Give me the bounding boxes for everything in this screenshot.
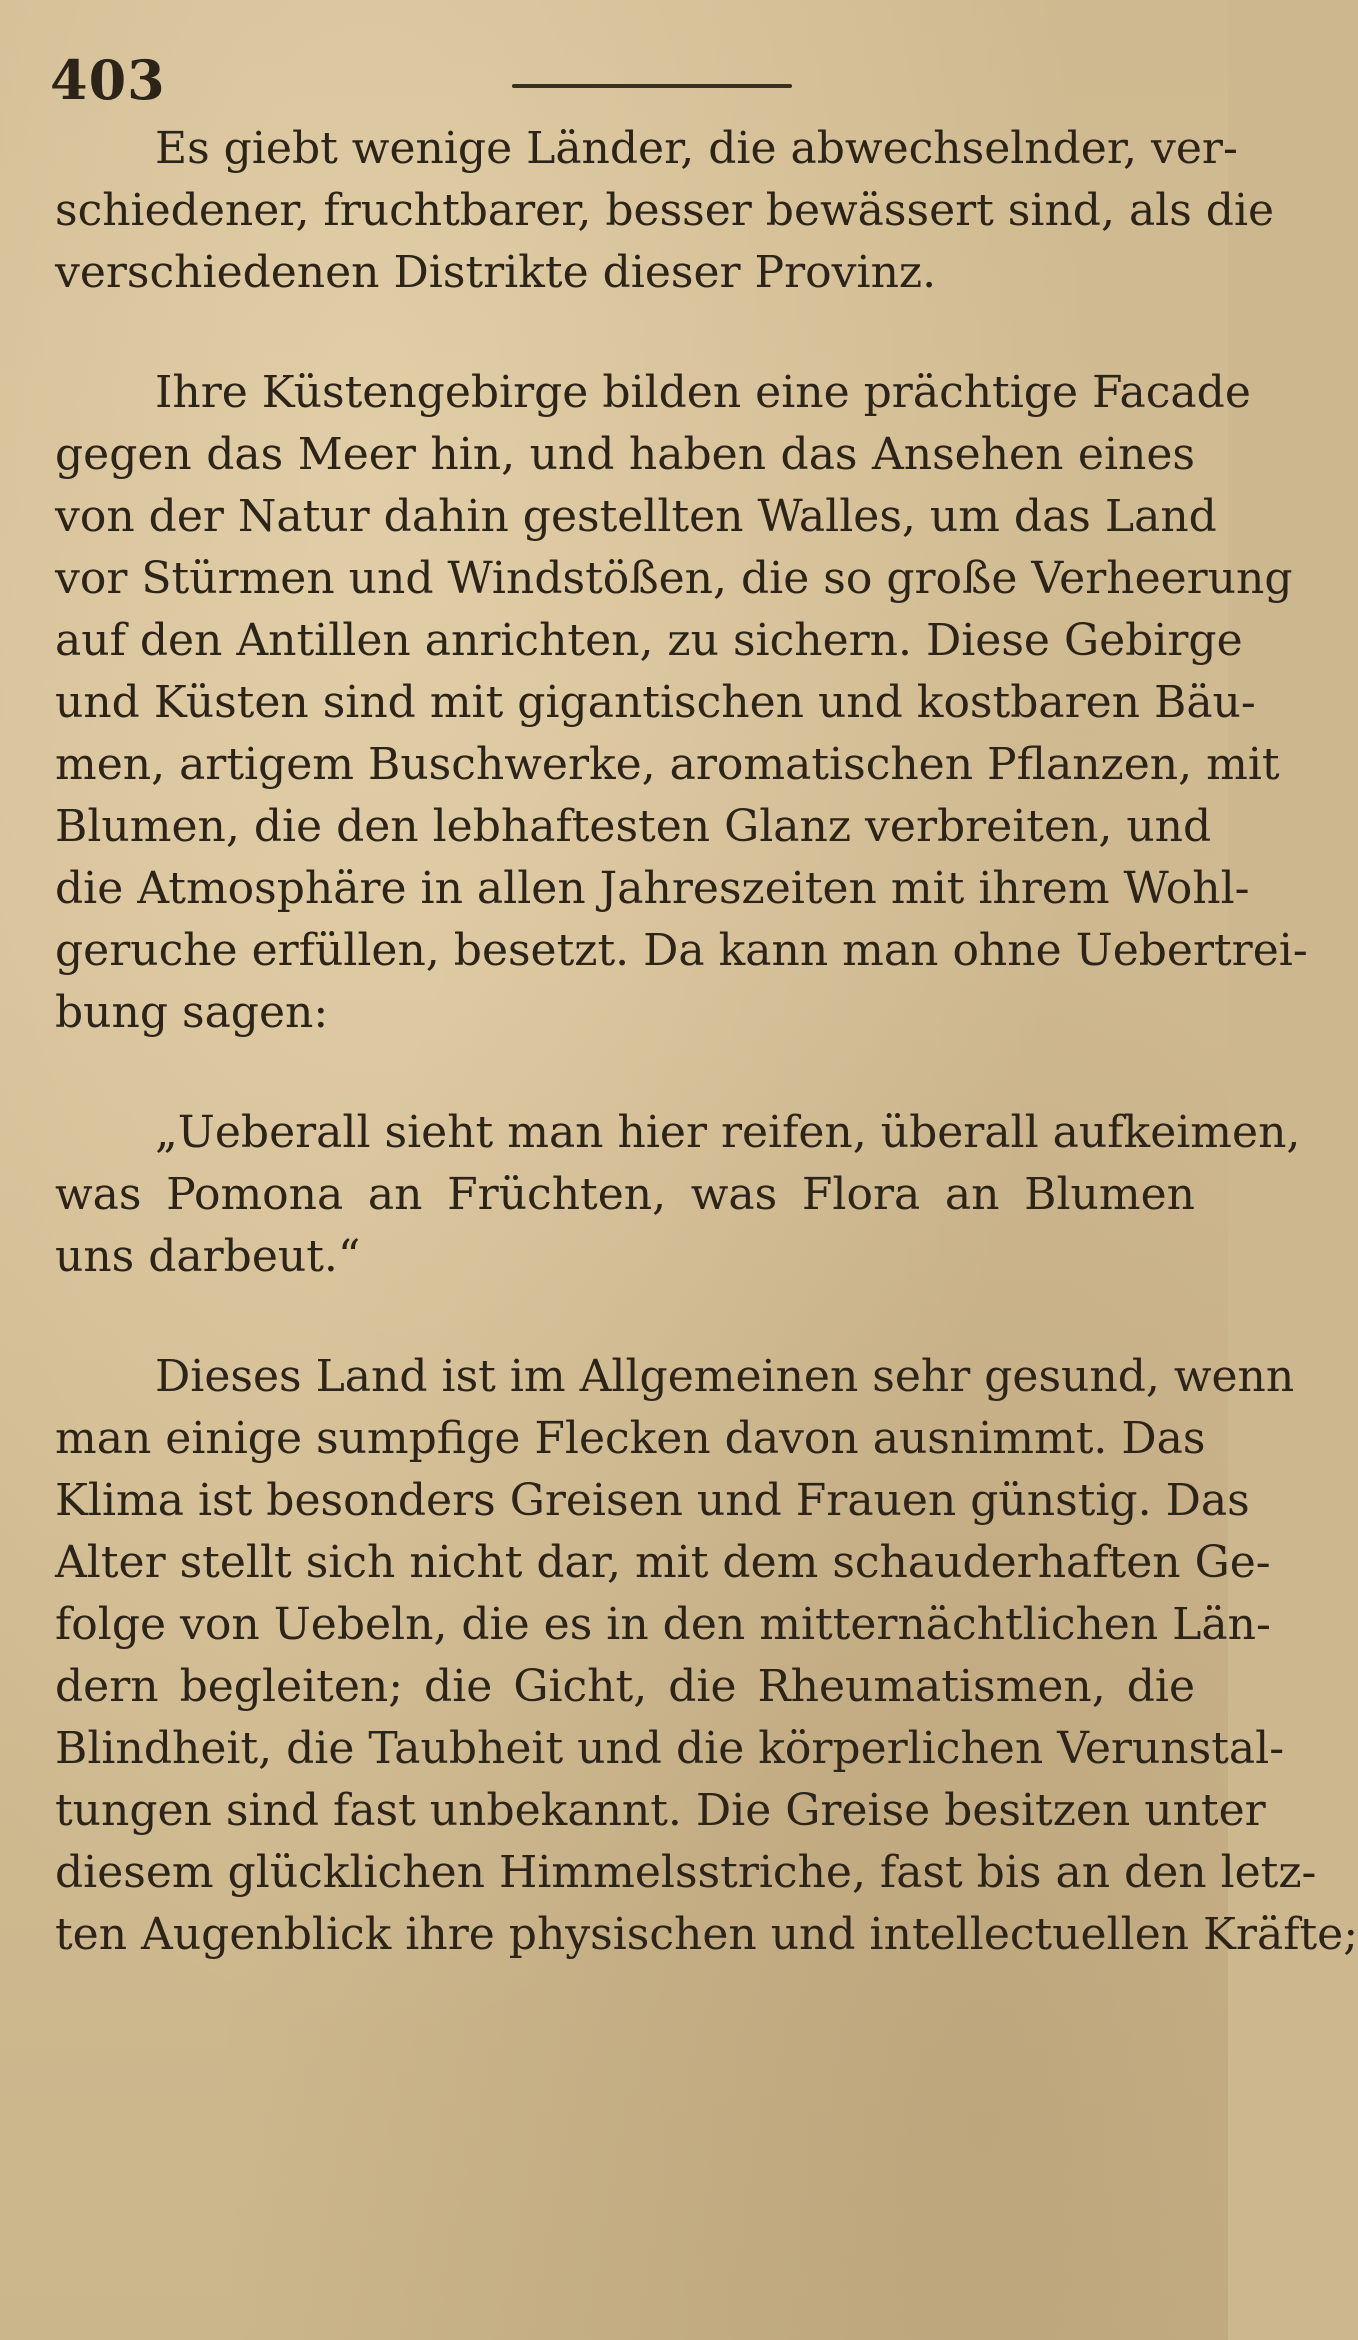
text-line: vor Stürmen und Windstößen, die so große Verheerung [55, 553, 1293, 604]
text-line: geruche erfüllen, besetzt. Da kann man ohne Uebertrei- [55, 925, 1308, 976]
paragraph-4 [55, 1346, 1358, 1966]
text-line: men, artigem Buschwerke, aromatischen Pflanzen, mit [55, 739, 1280, 790]
text-line: man einige sumpfige Flecken davon ausnimmt. Das [55, 1413, 1206, 1464]
text-line: von der Natur dahin gestellten Walles, um das Land [55, 491, 1217, 542]
text-line: „Ueberall sieht man hier reifen, überall aufkeimen, [155, 1107, 1301, 1158]
running-head [50, 50, 1180, 110]
paragraph-2 [55, 362, 1308, 1044]
text-line: diesem glücklichen Himmelsstriche, fast bis an den letz- [55, 1847, 1317, 1898]
text-line: folge von Uebeln, die es in den mitternächtlichen Län- [55, 1599, 1271, 1650]
text-line: ten Augenblick ihre physischen und intellectuellen Kräfte; [55, 1909, 1358, 1960]
text-line: Ihre Küstengebirge bilden eine prächtige Facade [155, 367, 1251, 418]
text-line: Klima ist besonders Greisen und Frauen günstig. Das [55, 1475, 1250, 1526]
text-line: die Atmosphäre in allen Jahreszeiten mit ihrem Wohl- [55, 863, 1250, 914]
page-number: 403 [50, 48, 166, 112]
body-text [55, 118, 1358, 1966]
text-line: uns darbeut.“ [55, 1231, 361, 1282]
text-line: und Küsten sind mit gigantischen und kostbaren Bäu- [55, 677, 1256, 728]
paragraph-1 [55, 118, 1275, 304]
quote-paragraph [55, 1102, 1301, 1288]
text-line: dern begleiten; die Gicht, die Rheumatismen, die [55, 1661, 1195, 1712]
text-line: Blumen, die den lebhaftesten Glanz verbreiten, und [55, 801, 1212, 852]
text-line: bung sagen: [55, 987, 329, 1038]
text-line: tungen sind fast unbekannt. Die Greise besitzen unter [55, 1785, 1266, 1836]
text-line: gegen das Meer hin, und haben das Ansehen eines [55, 429, 1195, 480]
text-line: Es giebt wenige Länder, die abwechselnder, ver- [155, 123, 1238, 174]
text-line: Dieses Land ist im Allgemeinen sehr gesund, wenn [155, 1351, 1295, 1402]
text-line: Blindheit, die Taubheit und die körperlichen Verunstal- [55, 1723, 1285, 1774]
text-line: Alter stellt sich nicht dar, mit dem schauderhaften Ge- [55, 1537, 1271, 1588]
text-line: verschiedenen Distrikte dieser Provinz. [55, 247, 937, 298]
text-line: auf den Antillen anrichten, zu sichern. Diese Gebirge [55, 615, 1243, 666]
text-line: was Pomona an Früchten, was Flora an Blumen [55, 1169, 1195, 1220]
header-rule [512, 84, 792, 88]
text-line: schiedener, fruchtbarer, besser bewässert sind, als die [55, 185, 1275, 236]
